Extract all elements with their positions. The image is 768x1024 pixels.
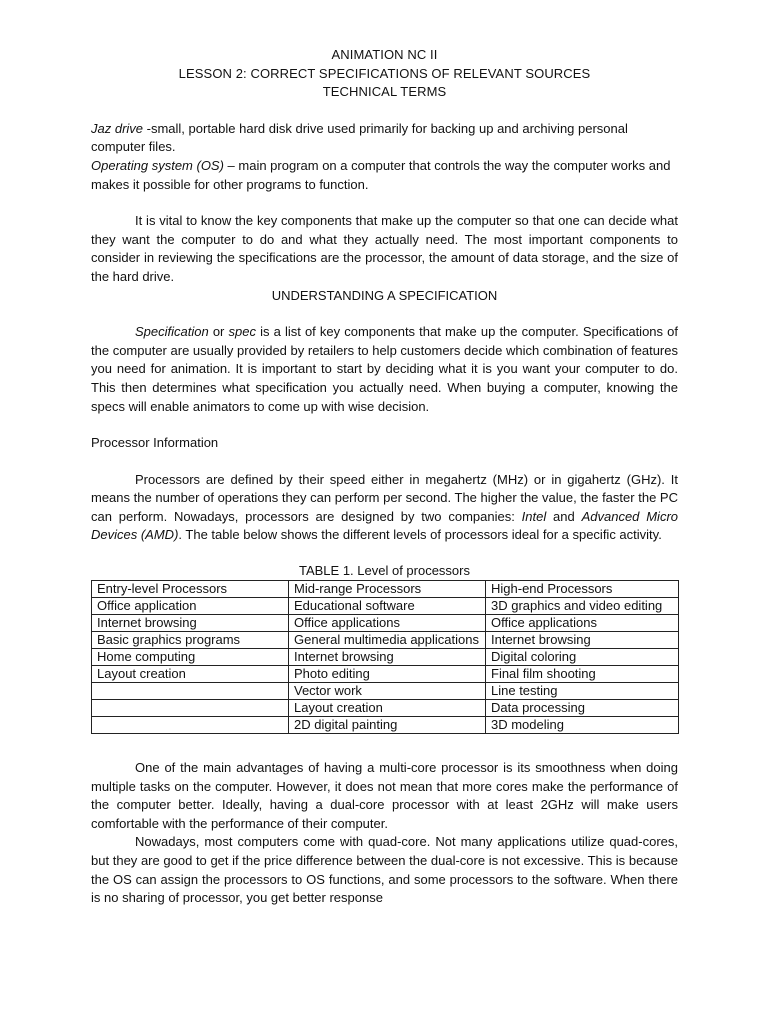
processor-paragraph-part2: . The table below shows the different levels of processors ideal for a specific activity.	[178, 527, 662, 543]
section-title-technical-terms: TECHNICAL TERMS	[322, 84, 447, 100]
processor-information-heading: Processor Information	[91, 435, 219, 451]
definitions-block	[91, 120, 678, 194]
section-heading-understanding-spec: UNDERSTANDING A SPECIFICATION	[271, 287, 498, 303]
lesson-title: LESSON 2: CORRECT SPECIFICATIONS OF RELEVANT SOURCES	[178, 65, 591, 81]
table-cell: Vector work	[289, 683, 486, 700]
quadcore-paragraph: Nowadays, most computers come with quad-core. Not many applications utilize quad-cores, but they are good to get if the price difference between the dual-core is not excessive. This is because the OS can assign the processors to OS functions, and some processors to the software. When there is no sharing of processor, you get better response	[91, 834, 678, 906]
table-cell: Photo editing	[289, 666, 486, 683]
term-jaz-drive: Jaz drive	[91, 120, 144, 136]
table-header-cell: High-end Processors	[486, 581, 679, 598]
table-cell: Digital coloring	[486, 649, 679, 666]
table-cell: Home computing	[92, 649, 289, 666]
term-intel: Intel	[521, 508, 547, 524]
table-row	[92, 598, 679, 615]
table-cell: 2D digital painting	[289, 717, 486, 734]
table-cell: Line testing	[486, 683, 679, 700]
table-header-cell: Entry-level Processors	[92, 581, 289, 598]
table-row	[92, 632, 679, 649]
table-cell: Office applications	[486, 615, 679, 632]
spec-or-text: or	[208, 324, 229, 340]
definition-jaz-drive	[91, 120, 678, 157]
table-cell	[92, 700, 289, 717]
table-cell: Final film shooting	[486, 666, 679, 683]
table-row	[92, 700, 679, 717]
processor-paragraph-part1: Processors are defined by their speed either in megahertz (MHz) or in gigahertz (GHz). It means the number of operations they can perform per second. The higher the value, the faster the PC can perform. Nowadays, processors are designed by two companies:	[91, 471, 678, 524]
definition-os-text: – main program on a computer that controls the way the computer works and makes it possible for other programs to function.	[91, 157, 671, 192]
spec-paragraph-text: is a list of key components that make up the computer. Specifications of the computer are usually provided by retailers to help customers decide which combination of features you need for animation. It is important to start by deciding what it is you want your computer to do. This then determines what specification you actually need. When buying a computer, knowing the specs will enable animators to come up with wise decision.	[91, 324, 678, 414]
document-page	[91, 46, 678, 908]
term-spec: spec	[228, 324, 256, 340]
spec-paragraph	[91, 323, 678, 416]
course-title: ANIMATION NC II	[331, 47, 438, 62]
table-cell: General multimedia applications	[289, 632, 486, 649]
table-cell: 3D graphics and video editing	[486, 598, 679, 615]
table-cell: Data processing	[486, 700, 679, 717]
table-cell: Layout creation	[289, 700, 486, 717]
table-cell	[92, 683, 289, 700]
table-row	[92, 683, 679, 700]
table-cell: Internet browsing	[92, 615, 289, 632]
processor-paragraph	[91, 471, 678, 545]
multicore-paragraph: One of the main advantages of having a multi-core processor is its smoothness when doing multiple tasks on the computer. However, it does not mean that more cores make the performance of the computer better. Ideally, having a dual-core processor with at least 2GHz will make users comfortable with the performance of their computer.	[91, 760, 678, 831]
table-row	[92, 615, 679, 632]
term-operating-system: Operating system (OS)	[91, 157, 224, 173]
table-header-row	[92, 581, 679, 598]
intro-paragraph: It is vital to know the key components that make up the computer so that one can decide what they want the computer to do and what they actually need. The most important components to consider in reviewing the specifications are the processor, the amount of data storage, and the size of the hard drive.	[91, 213, 678, 284]
table-cell: Internet browsing	[486, 632, 679, 649]
definition-operating-system	[91, 157, 678, 194]
definition-jaz-text: -small, portable hard disk drive used primarily for backing up and archiving personal computer files.	[91, 120, 628, 155]
table-header-cell: Mid-range Processors	[289, 581, 486, 598]
table-cell: Office applications	[289, 615, 486, 632]
table-caption: TABLE 1. Level of processors	[298, 563, 470, 579]
table-cell: Internet browsing	[289, 649, 486, 666]
term-amd: Advanced Micro Devices (AMD)	[91, 508, 678, 543]
table-cell: 3D modeling	[486, 717, 679, 734]
table-cell: Educational software	[289, 598, 486, 615]
processor-and-text: and	[546, 508, 582, 524]
table-cell	[92, 717, 289, 734]
table-cell: Basic graphics programs	[92, 632, 289, 649]
table-row	[92, 666, 679, 683]
table-row	[92, 717, 679, 734]
term-specification: Specification	[135, 324, 209, 340]
table-cell: Layout creation	[92, 666, 289, 683]
processor-levels-table	[91, 580, 679, 734]
table-row	[92, 649, 679, 666]
document-header	[91, 46, 678, 102]
table-cell: Office application	[92, 598, 289, 615]
